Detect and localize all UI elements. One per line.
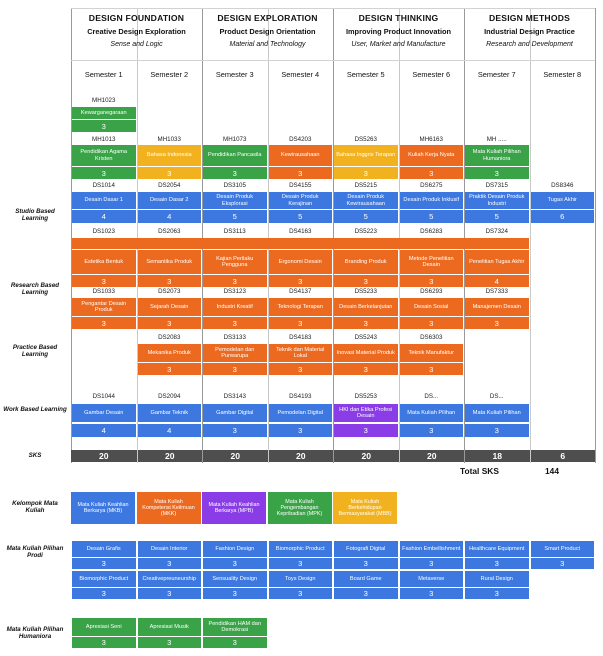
course-sks: 4 bbox=[465, 275, 529, 287]
legend-item: Mata Kuliah Keahlian Berkarya (MPB) bbox=[202, 492, 266, 524]
elective-sks: 3 bbox=[334, 588, 398, 599]
course-code: DS7333 bbox=[485, 288, 508, 295]
course-code: DS6275 bbox=[420, 182, 443, 189]
course-sks: 3 bbox=[203, 275, 267, 287]
course-name: Desain Sosial bbox=[400, 298, 464, 316]
course-name: Bahasa Inggris Terapan bbox=[334, 145, 398, 166]
course-code: DS2073 bbox=[158, 288, 181, 295]
course-sks: 5 bbox=[203, 210, 267, 223]
course-code: DS1014 bbox=[92, 182, 115, 189]
course-sks: 3 bbox=[203, 167, 267, 179]
course-code: DS4137 bbox=[289, 288, 312, 295]
course-name: Teknik dan Material Lokal bbox=[269, 344, 333, 362]
course-code: DS4203 bbox=[289, 136, 312, 143]
elective-sks: 3 bbox=[465, 558, 529, 569]
course-name: Desain Produk Inklusif bbox=[400, 192, 464, 209]
grid-divider bbox=[595, 8, 596, 463]
course-name: Gambar Digital bbox=[203, 404, 267, 422]
legend-item: Mata Kuliah Kompetensi Keilmuan (MKK) bbox=[137, 492, 201, 524]
course-code: DS2054 bbox=[158, 182, 181, 189]
course-code: DS3113 bbox=[223, 228, 246, 235]
course-name: Pengantar Desain Produk bbox=[72, 298, 136, 316]
course-code: DS7324 bbox=[485, 228, 508, 235]
sks-total: 20 bbox=[71, 450, 137, 462]
elective-sks: 3 bbox=[400, 588, 464, 599]
phase-tagline: Sense and Logic bbox=[110, 41, 163, 48]
course-sks: 3 bbox=[203, 317, 267, 329]
phase-title: DESIGN METHODS bbox=[488, 13, 571, 23]
course-code: MH1013 bbox=[92, 136, 116, 143]
course-name: Semantika Produk bbox=[138, 250, 202, 274]
course-name: Desain Produk Kewirausahaan bbox=[334, 192, 398, 209]
course-code: DS2083 bbox=[158, 334, 181, 341]
course-sks: 6 bbox=[531, 210, 595, 223]
humaniora-sks: 3 bbox=[72, 637, 136, 648]
sks-total: 6 bbox=[531, 450, 596, 462]
course-code: MH1073 bbox=[223, 136, 247, 143]
course-sks: 3 bbox=[334, 317, 398, 329]
grid-rule bbox=[71, 60, 595, 61]
course-sks: 4 bbox=[138, 210, 202, 223]
course-code: DS1033 bbox=[92, 288, 115, 295]
sks-total: 20 bbox=[400, 450, 465, 462]
course-code: MH1033 bbox=[157, 136, 181, 143]
elective-sks: 3 bbox=[465, 588, 529, 599]
course-name: Mata Kuliah Pilihan Humaniora bbox=[465, 145, 529, 166]
course-code: DS5215 bbox=[354, 182, 377, 189]
semester-label: Semester 5 bbox=[346, 70, 385, 79]
course-name: Desain Produk Eksplorasi bbox=[203, 192, 267, 209]
course-sks: 4 bbox=[72, 210, 136, 223]
course-sks: 5 bbox=[465, 210, 529, 223]
row-label-practice: Practice Based Learning bbox=[12, 344, 58, 359]
course-sks: 5 bbox=[400, 210, 464, 223]
phase-subtitle: Creative Design Exploration bbox=[87, 27, 186, 36]
row-label-studio: Studio Based Learning bbox=[15, 208, 55, 223]
course-name: Gambar Desain bbox=[72, 404, 136, 422]
course-code: DS7315 bbox=[485, 182, 508, 189]
course-name: Mata Kuliah Pilihan bbox=[400, 404, 464, 422]
course-sks: 3 bbox=[269, 275, 333, 287]
humaniora-course: Apresiasi Seni bbox=[72, 618, 136, 636]
course-name: Branding Produk bbox=[334, 250, 398, 274]
sks-total: 20 bbox=[203, 450, 268, 462]
course-code: DS4155 bbox=[289, 182, 312, 189]
course-code: DS2094 bbox=[158, 393, 181, 400]
course-code: DS3133 bbox=[223, 334, 246, 341]
sks-total: 20 bbox=[138, 450, 203, 462]
semester-label: Semester 1 bbox=[84, 70, 123, 79]
course-code: DS2063 bbox=[158, 228, 181, 235]
semester-label: Semester 7 bbox=[477, 70, 516, 79]
elective-course: Sensuality Design bbox=[203, 571, 267, 587]
course-name: Ergonomi Desain bbox=[269, 250, 333, 274]
course-name: Praktik Desain Produk Industri bbox=[465, 192, 529, 209]
course-name: Pendidikan Agama Kristen bbox=[72, 145, 136, 166]
course-sks: 3 bbox=[334, 424, 398, 437]
course-name: Kewirausahaan bbox=[269, 145, 333, 166]
semester-label: Semester 4 bbox=[281, 70, 320, 79]
course-sks: 3 bbox=[203, 424, 267, 437]
course-sks: 3 bbox=[400, 317, 464, 329]
course-code: MH1023 bbox=[92, 97, 116, 104]
elective-sks: 3 bbox=[203, 588, 267, 599]
course-code: DS4163 bbox=[289, 228, 312, 235]
course-code: DS5263 bbox=[354, 136, 377, 143]
course-name: Gambar Teknik bbox=[138, 404, 202, 422]
course-sks: 3 bbox=[269, 424, 333, 437]
row-label-sks: SKS bbox=[28, 452, 42, 459]
course-name: Penelitian Tugas Akhir bbox=[465, 250, 529, 274]
elective-sks: 3 bbox=[269, 558, 333, 569]
phase-title: DESIGN THINKING bbox=[358, 13, 439, 23]
total-sks-label: Total SKS bbox=[460, 466, 499, 476]
course-name: Industri Kreatif bbox=[203, 298, 267, 316]
elective-sks: 3 bbox=[72, 588, 136, 599]
legend-label: Kelompok Mata Kuliah bbox=[12, 500, 58, 515]
pilihan-humaniora-label: Mata Kuliah Pilihan Humaniora bbox=[6, 626, 64, 641]
elective-sks: 3 bbox=[531, 558, 595, 569]
elective-course: Biomorphic Product bbox=[72, 571, 136, 587]
course-name: Desain Dasar 2 bbox=[138, 192, 202, 209]
course-name: Pemodelan Digital bbox=[269, 404, 333, 422]
phase-tagline: User, Market and Manufacture bbox=[351, 41, 446, 48]
course-sks: 3 bbox=[400, 167, 464, 179]
elective-sks: 3 bbox=[334, 558, 398, 569]
course-sks: 5 bbox=[269, 210, 333, 223]
elective-sks: 3 bbox=[138, 558, 202, 569]
semester-label: Semester 8 bbox=[543, 70, 582, 79]
humaniora-course: Pendidikan HAM dan Demokrasi bbox=[203, 618, 267, 636]
row-label-research: Research Based Learning bbox=[10, 282, 60, 297]
pilihan-prodi-label: Mata Kuliah Pilihan Prodi bbox=[6, 545, 64, 560]
phase-subtitle: Product Design Orientation bbox=[219, 27, 316, 36]
course-name: Metode Penelitian Desain bbox=[400, 250, 464, 274]
elective-course: Board Game bbox=[334, 571, 398, 587]
course-code: DS4193 bbox=[289, 393, 312, 400]
elective-sks: 3 bbox=[203, 558, 267, 569]
course-sks: 3 bbox=[138, 363, 202, 375]
course-code: DS5233 bbox=[354, 288, 377, 295]
course-code: DS... bbox=[489, 393, 504, 400]
elective-sks: 3 bbox=[72, 558, 136, 569]
elective-course: Smart Product bbox=[531, 541, 595, 557]
course-sks: 3 bbox=[72, 167, 136, 179]
course-code: DS6303 bbox=[420, 334, 443, 341]
elective-sks: 3 bbox=[400, 558, 464, 569]
course-sks: 3 bbox=[203, 363, 267, 375]
course-code: DS3105 bbox=[223, 182, 246, 189]
course-sks: 3 bbox=[269, 363, 333, 375]
course-sks: 4 bbox=[72, 424, 136, 437]
elective-course: Rural Design bbox=[465, 571, 529, 587]
course-name: Teknik Manufaktur bbox=[400, 344, 464, 362]
course-name: Kuliah Kerja Nyata bbox=[400, 145, 464, 166]
course-sks: 3 bbox=[72, 275, 136, 287]
course-code: MH ..... bbox=[486, 136, 507, 143]
course-sks: 3 bbox=[334, 167, 398, 179]
course-code: DS5223 bbox=[354, 228, 377, 235]
phase-subtitle: Improving Product Innovation bbox=[345, 27, 452, 36]
course-code: DS1044 bbox=[92, 393, 115, 400]
course-name: Inovasi Material Produk bbox=[334, 344, 398, 362]
course-sks: 3 bbox=[138, 317, 202, 329]
course-name: Pendidikan Pancasila bbox=[203, 145, 267, 166]
course-name: Desain Berkelanjutan bbox=[334, 298, 398, 316]
elective-course: Fashion Design bbox=[203, 541, 267, 557]
course-sks: 5 bbox=[334, 210, 398, 223]
course-code: MH6163 bbox=[419, 136, 443, 143]
course-sks: 4 bbox=[138, 424, 202, 437]
phase-title: DESIGN EXPLORATION bbox=[217, 13, 318, 23]
elective-course: Fashion Embellishment bbox=[400, 541, 464, 557]
course-code: DS1023 bbox=[92, 228, 115, 235]
course-sks: 3 bbox=[138, 167, 202, 179]
course-name: Desain Produk Kerajinan bbox=[269, 192, 333, 209]
course-sks: 3 bbox=[269, 167, 333, 179]
humaniora-course: Apresiasi Musik bbox=[138, 618, 202, 636]
course-sks: 3 bbox=[465, 424, 529, 437]
elective-course: Creativepreuneurship bbox=[138, 571, 202, 587]
course-name: Teknologi Terapan bbox=[269, 298, 333, 316]
course-name: Desain Dasar 1 bbox=[72, 192, 136, 209]
course-code: DS3143 bbox=[223, 393, 246, 400]
elective-course: Biomorphic Product bbox=[269, 541, 333, 557]
course-name: Manajemen Desain bbox=[465, 298, 529, 316]
course-name: Kewarganegaraan bbox=[72, 107, 136, 119]
course-code: DS3123 bbox=[223, 288, 246, 295]
course-sks: 3 bbox=[465, 167, 529, 179]
elective-course: Desain Interior bbox=[138, 541, 202, 557]
course-code: DS8346 bbox=[551, 182, 574, 189]
elective-course: Metaverse bbox=[400, 571, 464, 587]
humaniora-sks: 3 bbox=[138, 637, 202, 648]
course-name: Kajian Perilaku Pengguna bbox=[203, 250, 267, 274]
legend-item: Mata Kuliah Berkehidupan Bermasyarakat (MBB) bbox=[333, 492, 397, 524]
elective-sks: 3 bbox=[138, 588, 202, 599]
elective-course: Toys Design bbox=[269, 571, 333, 587]
phase-tagline: Material and Technology bbox=[229, 41, 306, 48]
legend-item: Mata Kuliah Pengembangan Kepribadian (MPK) bbox=[268, 492, 332, 524]
semester-label: Semester 3 bbox=[215, 70, 254, 79]
elective-sks: 3 bbox=[269, 588, 333, 599]
course-sks: 3 bbox=[400, 363, 464, 375]
course-name: Mata Kuliah Pilihan bbox=[465, 404, 529, 422]
phase-subtitle: Industrial Design Practice bbox=[484, 27, 575, 36]
course-code: DS4183 bbox=[289, 334, 312, 341]
sks-total: 18 bbox=[465, 450, 530, 462]
course-sks: 3 bbox=[334, 363, 398, 375]
course-sks: 3 bbox=[269, 317, 333, 329]
sks-total: 20 bbox=[334, 450, 399, 462]
course-name: Mekanika Produk bbox=[138, 344, 202, 362]
course-name: HKI dan Etika Profesi Desain bbox=[334, 404, 398, 422]
course-name: Bahasa Indonesia bbox=[138, 145, 202, 166]
elective-course: Fotografi Digital bbox=[334, 541, 398, 557]
course-sks: 3 bbox=[400, 424, 464, 437]
course-sks: 3 bbox=[72, 120, 136, 132]
phase-title: DESIGN FOUNDATION bbox=[88, 13, 185, 23]
course-name: Sejarah Desain bbox=[138, 298, 202, 316]
course-sks: 3 bbox=[72, 317, 136, 329]
grid-rule bbox=[71, 8, 595, 9]
elective-course: Desain Grafis bbox=[72, 541, 136, 557]
course-sks: 3 bbox=[400, 275, 464, 287]
total-sks-value: 144 bbox=[545, 466, 559, 476]
course-code: DS6283 bbox=[420, 228, 443, 235]
semester-label: Semester 6 bbox=[412, 70, 451, 79]
course-code: DS... bbox=[424, 393, 439, 400]
course-name: Estetika Bentuk bbox=[72, 250, 136, 274]
row-label-work: Work Based Learning bbox=[3, 406, 67, 413]
course-sks: 3 bbox=[138, 275, 202, 287]
course-code: DS5243 bbox=[354, 334, 377, 341]
course-sks: 3 bbox=[465, 317, 529, 329]
course-name: Tugas Akhir bbox=[531, 192, 595, 209]
phase-tagline: Research and Development bbox=[486, 41, 573, 48]
legend-item: Mata Kuliah Keahlian Berkarya (MKB) bbox=[71, 492, 135, 524]
research-band bbox=[72, 238, 529, 249]
semester-label: Semester 2 bbox=[150, 70, 189, 79]
course-code: DS5253 bbox=[354, 393, 377, 400]
course-sks: 3 bbox=[334, 275, 398, 287]
humaniora-sks: 3 bbox=[203, 637, 267, 648]
course-code: DS6293 bbox=[420, 288, 443, 295]
sks-total: 20 bbox=[269, 450, 334, 462]
elective-course: Healthcare Equipment bbox=[465, 541, 529, 557]
course-name: Pemodelan dan Purwarupa bbox=[203, 344, 267, 362]
